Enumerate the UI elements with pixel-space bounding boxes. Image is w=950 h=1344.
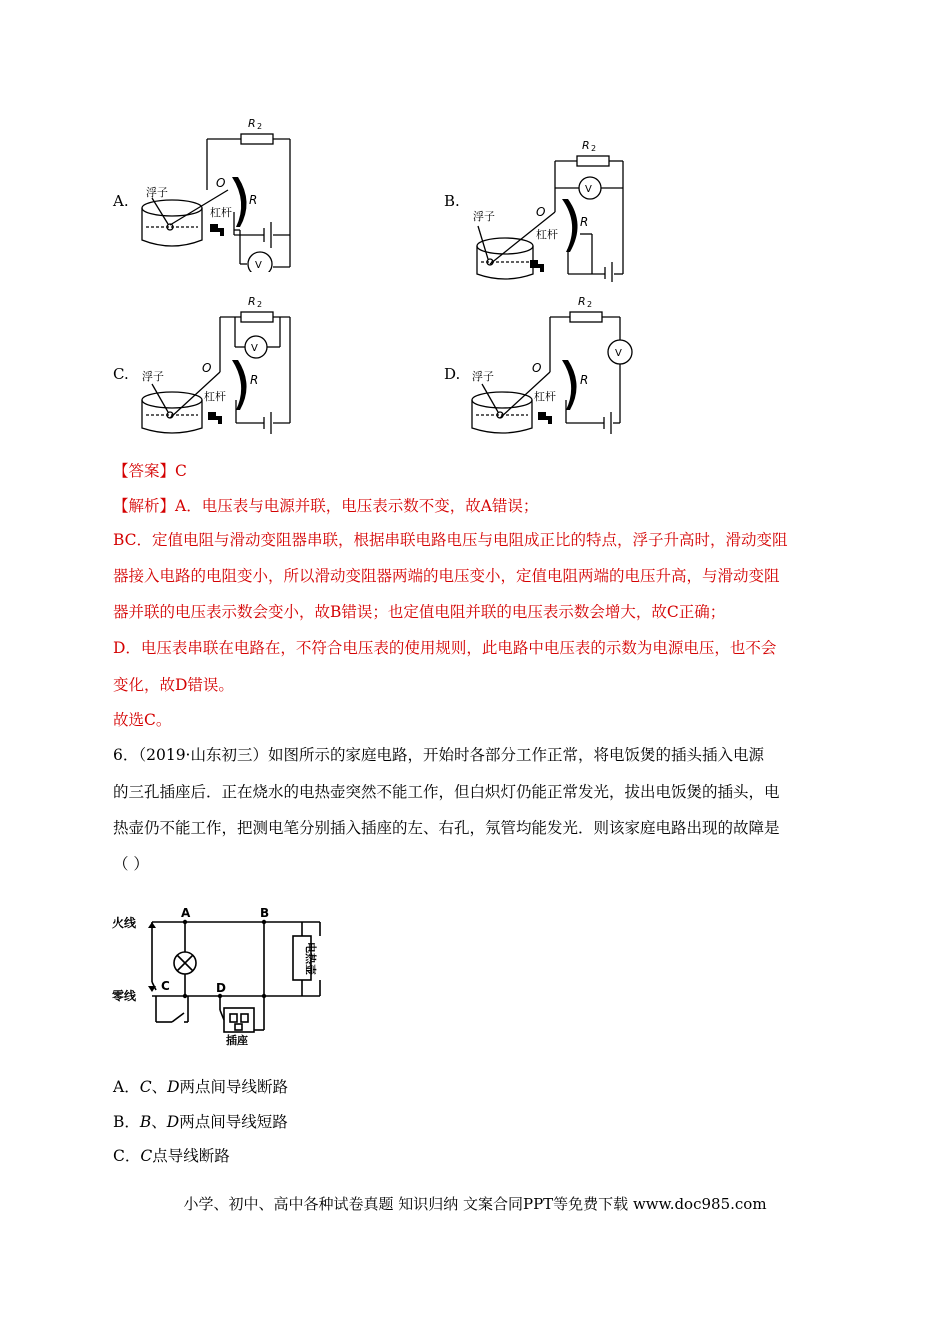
answer-line [113,461,187,481]
label-float: 浮子 [472,370,494,383]
choice-a-sep: 、 [151,1078,168,1096]
choice-a-point-2: D [167,1078,180,1096]
label-r2-sub: 2 [591,144,597,153]
label-v: V [255,260,262,271]
label-o: O [216,176,226,190]
circuit-diagram-d [470,290,640,440]
label-r2-sub: 2 [257,122,263,131]
label-socket: 插座 [226,1034,248,1047]
label-o: O [536,205,546,219]
circuit-diagram-a [140,112,300,272]
label-live-wire: 火线 [112,916,137,930]
label-lever: 杠杆 [536,228,558,241]
label-o: O [202,361,212,375]
option-a-label: A. [113,192,129,210]
label-float: 浮子 [142,370,164,383]
option-d-label: D. [444,365,461,383]
choice-c-text: 点导线断路 [152,1147,230,1165]
label-point-d: D [216,981,226,995]
choice-c-key: C． [113,1147,141,1165]
analysis-line-4: 器并联的电压表示数会变小，故B错误；也定值电阻并联的电压表示数会增大，故C正确； [113,603,726,621]
household-circuit-diagram [112,900,332,1055]
label-r2: R [248,295,256,308]
analysis-prefix: 【解析】 [113,497,176,515]
label-r: R [249,193,258,207]
analysis-line-3: 器接入电路的电阻变小，所以滑动变阻器两端的电压变小，定值电阻两端的电压升高，与滑动变阻 [113,567,780,585]
label-point-b: B [260,906,270,920]
label-point-c: C [161,979,170,993]
label-float: 浮子 [473,210,495,223]
answer-value: C [175,462,187,480]
question6-line-2: 的三孔插座后．正在烧水的电热壶突然不能工作，但白炽灯仍能正常发光，拔出电饭煲的插头，电 [113,783,780,801]
label-r2-sub: 2 [587,300,593,309]
label-lever: 杠杆 [210,206,232,219]
label-float: 浮子 [146,186,168,199]
analysis-text-1: A．电压表与电源并联，电压表示数不变，故A错误； [175,497,539,515]
page-footer: 小学、初中、高中各种试卷真题 知识归纳 文案合同PPT等免费下载 www.doc985.com [183,1195,767,1213]
question6-line-3: 热壶仍不能工作，把测电笔分别插入插座的左、右孔，氖管均能发光．则该家庭电路出现的故障是 [113,819,780,837]
label-r2-sub: 2 [257,300,263,309]
choice-c[interactable] [113,1144,230,1166]
choice-a-key: A． [113,1078,140,1096]
label-v: V [585,184,592,195]
label-v: V [615,348,622,359]
choice-a-point-1: C [139,1078,152,1096]
label-lever: 杠杆 [534,390,556,403]
label-r: R [580,215,589,229]
label-r2: R [582,139,590,152]
option-b-label: B. [444,192,460,210]
choice-a[interactable] [113,1075,288,1097]
analysis-conclusion: 故选C。 [113,711,172,729]
label-kettle: 电热壶 [304,942,317,975]
choice-b-sep: 、 [151,1113,167,1131]
analysis-line-6: 变化，故D错误。 [113,676,234,694]
option-c-label: C. [113,365,129,383]
choice-b[interactable] [113,1110,288,1132]
choice-b-point-2: D [166,1113,180,1131]
label-lever: 杠杆 [204,390,226,403]
label-r: R [580,373,589,387]
label-r2: R [578,295,586,308]
choice-a-text: 两点间导线断路 [179,1078,289,1096]
choice-b-point-1: B [139,1113,152,1131]
circuit-diagram-b [470,134,640,282]
question6-line-1: 6．（2019·山东初三）如图所示的家庭电路，开始时各部分工作正常，将电饭煲的插头插入电源 [113,746,764,764]
analysis-line-2: BC．定值电阻与滑动变阻器串联，根据串联电路电压与电阻成正比的特点，浮子升高时，滑动变阻 [113,531,788,549]
analysis-line-1 [113,496,538,516]
choice-c-point-1: C [140,1147,153,1165]
analysis-line-5: D．电压表串联在电路在，不符合电压表的使用规则，此电路中电压表的示数为电源电压，也不会 [113,639,777,657]
label-r2: R [248,117,256,130]
label-o: O [532,361,542,375]
choice-b-text: 两点间导线短路 [179,1113,288,1131]
label-v: V [251,343,258,354]
label-r: R [250,373,259,387]
circuit-diagram-c [140,290,300,440]
label-point-a: A [181,906,191,920]
question6-line-4: （ ） [113,855,149,873]
label-neutral-wire: 零线 [112,989,137,1003]
choice-b-key: B． [113,1113,140,1131]
answer-prefix: 【答案】 [113,462,176,480]
